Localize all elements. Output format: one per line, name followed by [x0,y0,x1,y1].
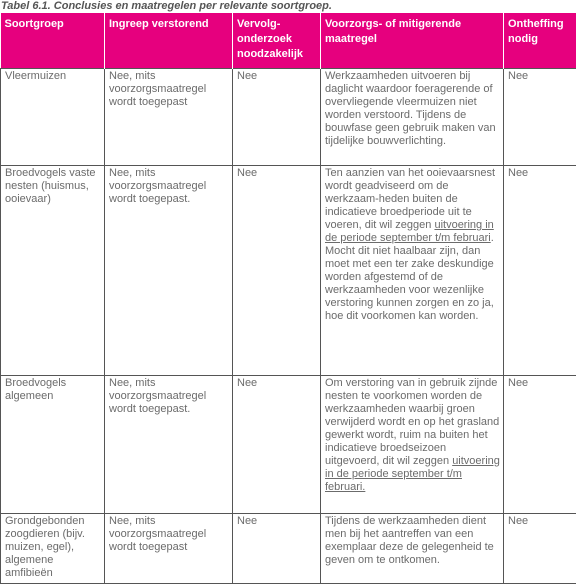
header-vervolgonderzoek: Vervolg- onderzoek noodzakelijk [233,13,321,69]
maatregel-text-after: . Mocht dit niet haalbaar zijn, dan moet met een ter zake deskundige worden afgestemd of de werkzaamheden voor wezenlijke verstoring kunnen zorgen en zo ja, hoe dit voorkomen kan worden. [325,232,494,322]
cell-soortgroep: Broedvogels algemeen [1,376,105,514]
cell-maatregel [321,376,504,514]
cell-soortgroep: Broedvogels vaste nesten (huismus, ooievaar) [1,166,105,376]
maatregel-period-underlined: uitvoering in de periode september t/m februari. [325,455,500,493]
maatregel-text: Om verstoring van in gebruik zijnde nesten te voorkomen worden de werkzaamheden waarbij groen verwijderd wordt en op het grasland gewerkt wordt, ruim na buiten het indicatieve broedseizoen uitgevoerd, dit wil zeggen [325,377,499,467]
maatregel-period-underlined: uitvoering in de periode september t/m februari [325,219,494,244]
cell-ontheffing: Nee [504,69,576,166]
table-header-row [1,13,576,69]
cell-vervolgonderzoek: Nee [233,376,321,514]
cell-ingreep: Nee, mits voorzorgsmaatregel wordt toegepast. [105,166,233,376]
header-ontheffing: Ontheffing nodig [504,13,576,69]
cell-ontheffing: Nee [504,166,576,376]
cell-ontheffing: Nee [504,376,576,514]
cell-maatregel [321,166,504,376]
header-ingreep-verstorend: Ingreep verstorend [105,13,233,69]
cell-ingreep: Nee, mits voorzorgsmaatregel wordt toegepast [105,69,233,166]
table-row [1,376,576,514]
conclusions-table [0,13,576,584]
cell-vervolgonderzoek: Nee [233,69,321,166]
table-row [1,69,576,166]
maatregel-text: Ten aanzien van het ooievaarsnest wordt geadviseerd om de werkzaam-heden buiten de indicatieve broedperiode uit te voeren, dit wil zeggen [325,167,495,231]
cell-ingreep: Nee, mits voorzorgsmaatregel wordt toegepast [105,514,233,584]
header-maatregel: Voorzorgs- of mitigerende maatregel [321,13,504,69]
cell-vervolgonderzoek: Nee [233,166,321,376]
header-soortgroep: Soortgroep [1,13,105,69]
table-caption: Tabel 6.1. Conclusies en maatregelen per relevante soortgroep. [0,0,576,13]
cell-ontheffing: Nee [504,514,576,584]
table-row [1,166,576,376]
cell-soortgroep: Vleermuizen [1,69,105,166]
cell-maatregel: Werkzaamheden uitvoeren bij daglicht waardoor foeragerende of overvliegende vleermuizen niet worden verstoord. Tijdens de bouwfase geen gebruik maken van tijdelijke bouwverlichting. [321,69,504,166]
table-row [1,514,576,584]
cell-maatregel: Tijdens de werkzaamheden dient men bij het aantreffen van een exemplaar deze de gelegenheid te geven om te ontkomen. [321,514,504,584]
cell-soortgroep: Grondgebonden zoogdieren (bijv. muizen, egel), algemene amfibieën [1,514,105,584]
cell-ingreep: Nee, mits voorzorgsmaatregel wordt toegepast. [105,376,233,514]
cell-vervolgonderzoek: Nee [233,514,321,584]
